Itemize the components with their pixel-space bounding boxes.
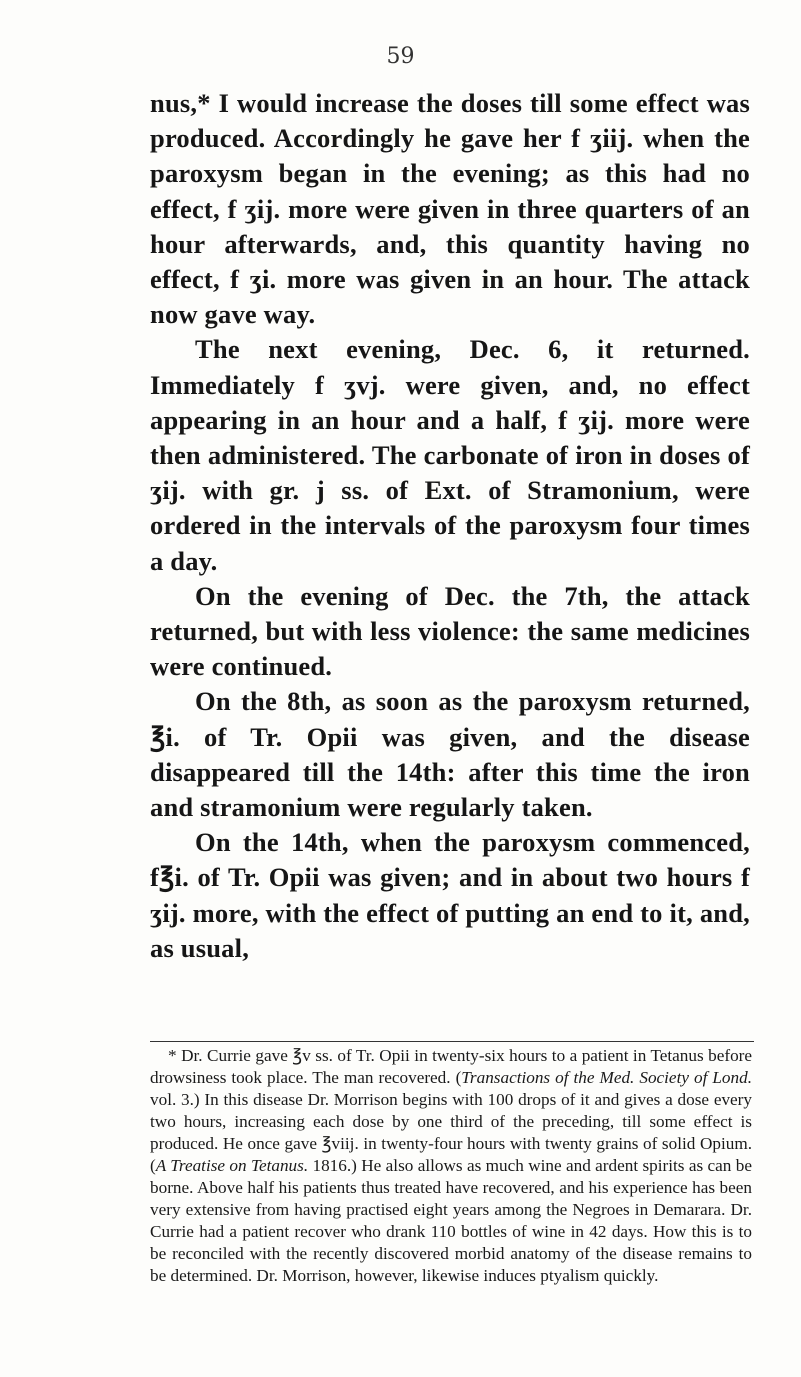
paragraph-5: On the 14th, when the paroxysm commenced, f℥i. of Tr. Opii was given; and in about two hours f ʒij. more, with the effect of putting an end to it, and, as usual, [150,827,750,963]
footnote-divider [150,1041,754,1042]
paragraph-3: On the evening of Dec. the 7th, the attack returned, but with less violence: the same medicines were continued. [150,580,750,682]
paragraph-2: The next evening, Dec. 6, it returned. Immediately f ʒvj. were given, and, no effect appearing in an hour and a half, f ʒij. more were then administered. The carbonate of iron in doses of ʒij. with gr. j ss. of Ext. of Stramonium, were ordered in the intervals of the paroxysm four times a day. [150,334,750,576]
footnote [150,1045,752,1287]
footnote-marker: * [168,1046,177,1065]
footnote-text-2: vol. 3.) In this disease Dr. Morrison begins with 100 drops of it and gives a dose every two hours, increasing each dose by one third of the preceding, till some effect is produced. He once gave ℥viij. in twenty-four hours with twenty grains of solid Opium. ( [150,1090,752,1175]
footnote-text-1: Dr. Currie gave ℥v ss. of Tr. Opii in twenty-six hours to a patient in Tetanus before drowsiness took place. The man recovered. ( [150,1046,753,1087]
page-number: 59 [386,44,415,69]
paragraph-4: On the 8th, as soon as the paroxysm returned, ℥i. of Tr. Opii was given, and the disease disappeared till the 14th: after this time the iron and stramonium were regularly taken. [150,686,750,823]
footnote-text-3: 1816.) He also allows as much wine and ardent spirits as can be borne. Above half his patients thus treated have recovered, and his experience has been very extensive from having practised eight years among the Negroes in Demarara. Dr. Currie had a patient recover who drank 110 bottles of wine in 42 days. How this is to be reconciled with the recently discovered morbid anatomy of the disease remains to be determined. Dr. Morrison, however, likewise induces ptyalism quickly. [150,1156,752,1285]
paragraph-1: nus,* I would increase the doses till some effect was produced. Accordingly he gave her f ʒiij. when the paroxysm began in the evening; as this had no effect, f ʒij. more were given in three quarters of an hour afterwards, and, this quantity having no effect, f ʒi. more was given in an hour. The attack now gave way. [150,88,750,330]
footnote-citation-1: Transactions of the Med. Society of Lond. [461,1068,752,1087]
body-text [150,86,750,966]
footnote-citation-2: A Treatise on Tetanus. [155,1156,309,1175]
